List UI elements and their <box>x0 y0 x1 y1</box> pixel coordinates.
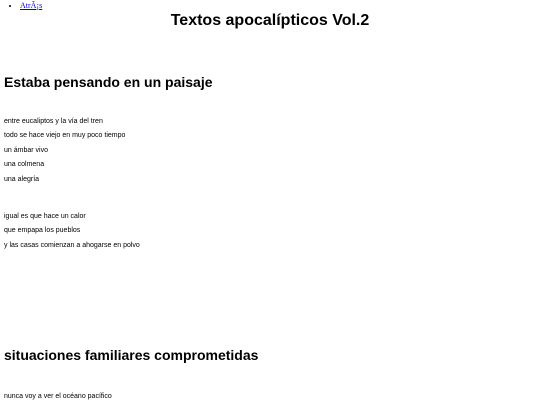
nav-item-back <box>20 0 42 11</box>
nav-list <box>0 0 42 11</box>
page-title: Textos apocalípticos Vol.2 <box>170 12 370 29</box>
poem-line: una colmena <box>4 161 45 168</box>
poem-line: igual es que hace un calor <box>4 213 86 220</box>
poem-line: que empapa los pueblos <box>4 227 81 234</box>
poem-title: Estaba pensando en un paisaje <box>4 74 213 90</box>
poem-line: un ámbar vivo <box>4 147 48 154</box>
back-link[interactable]: AtrÃ¡s <box>20 1 43 10</box>
poem-line: una alegría <box>4 176 40 183</box>
poem-line: y las casas comienzan a ahogarse en polvo <box>4 242 140 249</box>
poem-title: situaciones familiares comprometidas <box>4 347 259 363</box>
poem-line: entre eucaliptos y la vía del tren <box>4 118 103 125</box>
poem-line: nunca voy a ver el océano pacífico <box>4 393 112 400</box>
poem-line: todo se hace viejo en muy poco tiempo <box>4 132 126 139</box>
